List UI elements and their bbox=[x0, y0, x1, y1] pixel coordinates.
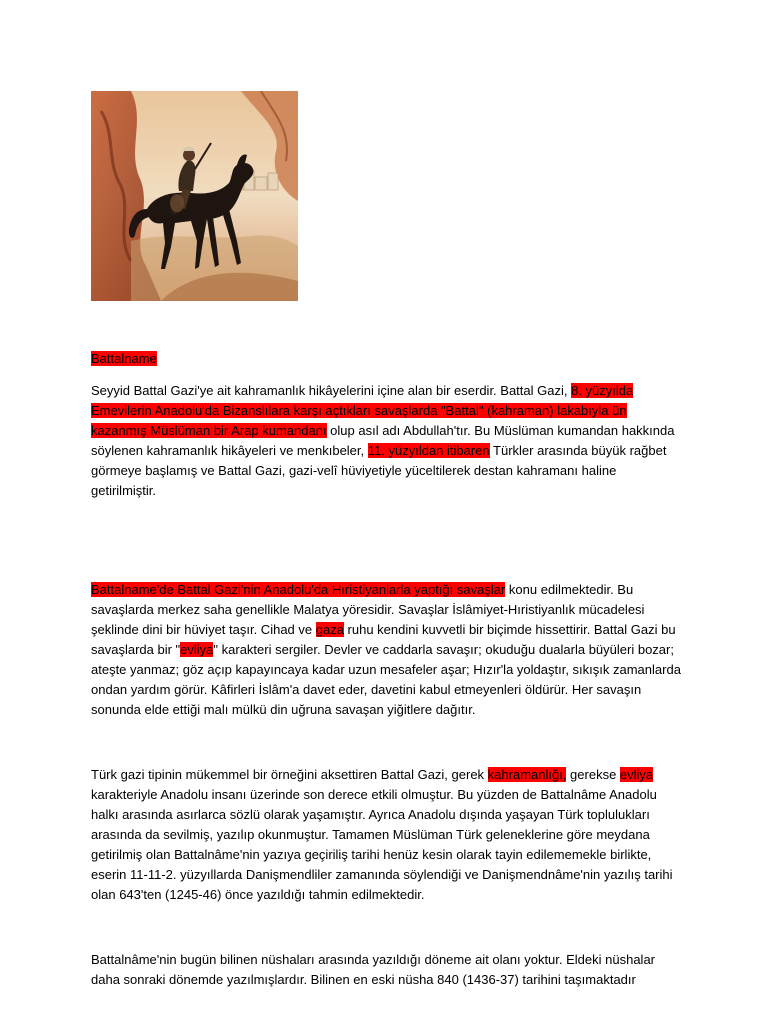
paragraph-1 bbox=[91, 381, 681, 501]
p3-seg-4: karakteriyle Anadolu insanı üzerinde son derece etkili olmuştur. Bu yüzden de Battalnâme Anadolu halkı arasında asırlarca sözlü olarak yaşamıştır. Ayrıca Anadolu dışında yaşayan Türk toplulukları arasında da sevilmiş, yazılıp okunmuştur. Tamamen Müslüman Türk geleneklerine göre meydana getirilmiş olan Battalnâme'nin yazıya geçiriliş tarihi henüz kesin olarak tayin edilememekle birlikte, eserin 11-11-2. yüzyıllarda Danişmendliler zamanında söylendiği ve Danişmendnâme'nin yazılış tarihi olan 643'ten (1245-46) önce yazıldığı tahmin edilmektedir. bbox=[91, 787, 673, 902]
paragraph-2 bbox=[91, 580, 681, 720]
p2-seg-0-highlight: Battalname'de Battal Gazi'nin Anadolu'da Hıristiyanlarla yaptığı savaşlar bbox=[91, 582, 506, 597]
p2-seg-4-highlight: evliya bbox=[180, 642, 214, 657]
horseman-image bbox=[91, 91, 298, 301]
p3-seg-2: gerekse bbox=[566, 767, 620, 782]
paragraph-3 bbox=[91, 765, 681, 905]
heading-text: Battalname bbox=[91, 351, 157, 366]
paragraph-4 bbox=[91, 950, 681, 990]
p1-seg-4: Türkler arasında büyük rağbet görmeye başlamış ve Battal Gazi, gazi-velî hüviyetiyle yüceltilerek destan kahramanı haline getirilmiştir. bbox=[91, 443, 667, 498]
p2-seg-2-highlight: gaza bbox=[315, 622, 344, 637]
p2-seg-1: konu edilmektedir. Bu savaşlarda merkez saha genellikle Malatya yöresidir. Savaşlar İslâmiyet-Hıristiyanlık mücadelesi şeklinde dini bir hüviyet taşır. Cihad ve bbox=[91, 582, 645, 637]
p3-seg-3-highlight: evliya bbox=[619, 767, 654, 782]
p2-seg-5: " karakteri sergiler. Devler ve caddarla savaşır; okuduğu dualarla büyüleri bozar; ateşte yanmaz; göz açıp kapayıncaya kadar uzun mesafeler aşar; Hızır'la yoldaştır, sıkışık zamanlarda ondan yardım görür. Kâfirleri İslâm'a davet eder, davetini kabul etmeyenleri öldürür. Her savaşın sonunda elde ettiği malı mülkü din uğruna savaşan yiğitlere dağıtır. bbox=[91, 642, 681, 717]
p4-seg-0: Battalnâme'nin bugün bilinen nüshaları arasında yazıldığı döneme ait olanı yoktur. Eldeki nüshalar daha sonraki dönemde yazılmışlardır. Bilinen en eski nüsha 840 (1436-37) tarihini taşımaktadır bbox=[91, 952, 656, 987]
document-heading bbox=[91, 349, 157, 369]
p2-seg-3: ruhu kendini kuvvetli bir biçimde hissettirir. Battal Gazi bu savaşlarda bir " bbox=[91, 622, 676, 657]
p1-seg-3-highlight: 11. yüzyıldan itibaren bbox=[367, 443, 490, 458]
horseman-illustration bbox=[91, 91, 298, 301]
p1-seg-1-highlight: 8. yüzyılda Emevilerin Anadolu'da Bizanslılara karşı açtıkları savaşlarda "Battal" (kahraman) lakabıyla ün kazanmış Müslüman bir Arap kumandanı bbox=[91, 383, 634, 438]
p3-seg-1-highlight: kahramanlığı, bbox=[487, 767, 567, 782]
p3-seg-0: Türk gazi tipinin mükemmel bir örneğini aksettiren Battal Gazi, gerek bbox=[91, 767, 488, 782]
p1-seg-0: Seyyid Battal Gazi'ye ait kahramanlık hikâyelerini içine alan bir eserdir. Battal Gazi, bbox=[91, 383, 572, 398]
p1-seg-2: olup asıl adı Abdullah'tır. Bu Müslüman kumandan hakkında söylenen kahramanlık hikâyeleri ve menkıbeler, bbox=[91, 423, 675, 458]
